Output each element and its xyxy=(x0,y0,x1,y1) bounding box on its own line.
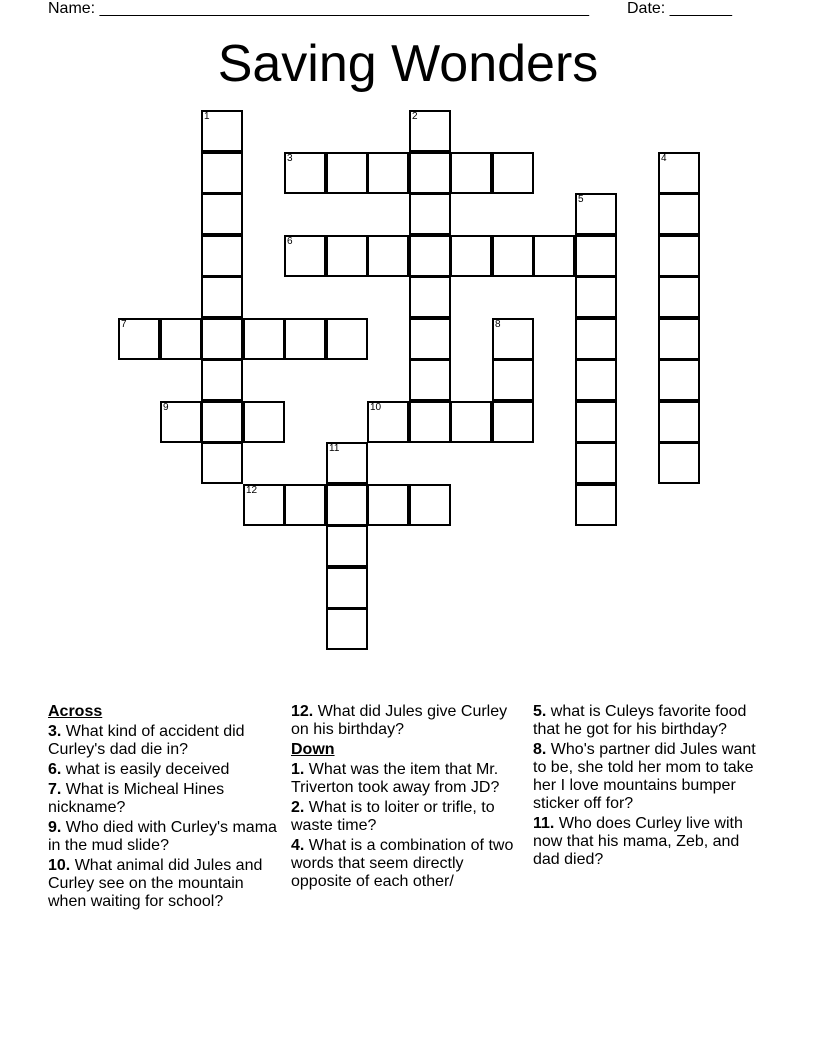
clue-number: 11. xyxy=(533,815,555,832)
clue-text: Who died with Curley's mama in the mud slide? xyxy=(48,819,277,854)
grid-cell[interactable] xyxy=(201,193,243,235)
clue-number: 10. xyxy=(48,857,71,874)
grid-cell[interactable] xyxy=(326,318,368,360)
grid-cell[interactable] xyxy=(492,152,534,194)
grid-cell[interactable] xyxy=(409,152,451,194)
clue-text: Who does Curley live with now that his mama, Zeb, and dad died? xyxy=(533,815,743,868)
clue-text: What is to loiter or trifle, to waste time? xyxy=(291,799,495,834)
grid-cell[interactable] xyxy=(450,235,492,277)
grid-cell[interactable] xyxy=(201,359,243,401)
clue-number: 7. xyxy=(48,781,62,798)
grid-cell[interactable] xyxy=(533,235,575,277)
grid-cell[interactable] xyxy=(201,235,243,277)
cell-number: 12 xyxy=(246,485,258,496)
grid-cell[interactable] xyxy=(409,318,451,360)
clue-text: What animal did Jules and Curley see on the mountain when waiting for school? xyxy=(48,857,263,910)
across-clue-7 xyxy=(48,781,278,817)
grid-cell[interactable] xyxy=(326,567,368,609)
grid-cell[interactable] xyxy=(367,484,409,526)
down-clue-4 xyxy=(291,837,521,891)
clue-number: 1. xyxy=(291,761,305,778)
clue-text: What did Jules give Curley on his birthday? xyxy=(291,703,508,738)
grid-cell[interactable] xyxy=(658,152,700,194)
grid-cell[interactable] xyxy=(284,318,326,360)
cell-number: 1 xyxy=(204,111,210,122)
cell-number: 4 xyxy=(661,153,667,164)
grid-cell[interactable] xyxy=(243,401,285,443)
grid-cell[interactable] xyxy=(284,152,326,194)
name-field: Name: _______________________________________________________ xyxy=(48,0,589,17)
grid-cell[interactable] xyxy=(284,484,326,526)
grid-cell[interactable] xyxy=(658,276,700,318)
cell-number: 2 xyxy=(412,111,418,122)
clue-number: 2. xyxy=(291,799,305,816)
grid-cell[interactable] xyxy=(326,484,368,526)
down-clue-2 xyxy=(291,799,521,835)
grid-cell[interactable] xyxy=(284,235,326,277)
clue-text: Who's partner did Jules want to be, she told her mom to take her I love mountains bumper sticker off for? xyxy=(533,741,756,812)
down-clue-8 xyxy=(533,741,763,813)
grid-cell[interactable] xyxy=(326,235,368,277)
cell-number: 11 xyxy=(329,443,340,454)
grid-cell[interactable] xyxy=(367,401,409,443)
grid-cell[interactable] xyxy=(575,401,617,443)
across-clue-10 xyxy=(48,857,278,911)
grid-cell[interactable] xyxy=(658,442,700,484)
grid-cell[interactable] xyxy=(450,401,492,443)
grid-cell[interactable] xyxy=(201,276,243,318)
grid-cell[interactable] xyxy=(492,401,534,443)
grid-cell[interactable] xyxy=(409,193,451,235)
grid-cell[interactable] xyxy=(409,276,451,318)
grid-cell[interactable] xyxy=(658,235,700,277)
down-clue-11 xyxy=(533,815,763,869)
date-field: Date: _______ xyxy=(627,0,732,17)
grid-cell[interactable] xyxy=(118,318,160,360)
clue-number: 3. xyxy=(48,723,62,740)
grid-cell[interactable] xyxy=(575,235,617,277)
across-clue-9 xyxy=(48,819,278,855)
grid-cell[interactable] xyxy=(243,318,285,360)
puzzle-title: Saving Wonders xyxy=(217,35,599,93)
grid-cell[interactable] xyxy=(575,193,617,235)
cell-number: 6 xyxy=(287,236,293,247)
clue-number: 5. xyxy=(533,703,547,720)
grid-cell[interactable] xyxy=(326,442,368,484)
across-clue-6 xyxy=(48,761,278,779)
grid-cell[interactable] xyxy=(658,318,700,360)
grid-cell[interactable] xyxy=(326,608,368,650)
down-clue-5 xyxy=(533,703,763,739)
cell-number: 3 xyxy=(287,153,293,164)
cell-number: 5 xyxy=(578,194,584,205)
grid-cell[interactable] xyxy=(409,484,451,526)
across-clue-3 xyxy=(48,723,278,759)
grid-cell[interactable] xyxy=(367,235,409,277)
clues-column-3 xyxy=(533,703,763,871)
clue-number: 8. xyxy=(533,741,547,758)
grid-cell[interactable] xyxy=(575,318,617,360)
grid-cell[interactable] xyxy=(492,235,534,277)
clue-text: What is Micheal Hines nickname? xyxy=(48,781,225,816)
grid-cell[interactable] xyxy=(326,152,368,194)
grid-cell[interactable] xyxy=(658,401,700,443)
grid-cell[interactable] xyxy=(409,235,451,277)
grid-cell[interactable] xyxy=(243,484,285,526)
cell-number: 8 xyxy=(495,319,501,330)
grid-cell[interactable] xyxy=(409,401,451,443)
grid-cell[interactable] xyxy=(575,276,617,318)
across-heading: Across xyxy=(48,703,103,720)
grid-cell[interactable] xyxy=(575,442,617,484)
down-heading: Down xyxy=(291,741,335,758)
cell-number: 10 xyxy=(370,402,382,413)
grid-cell[interactable] xyxy=(326,525,368,567)
grid-cell[interactable] xyxy=(201,152,243,194)
grid-cell[interactable] xyxy=(367,152,409,194)
clues-column-1 xyxy=(48,703,278,913)
grid-cell[interactable] xyxy=(201,318,243,360)
grid-cell[interactable] xyxy=(575,359,617,401)
grid-cell[interactable] xyxy=(160,318,202,360)
grid-cell[interactable] xyxy=(409,359,451,401)
clue-text: what is easily deceived xyxy=(65,761,230,778)
clue-text: what is Culeys favorite food that he got for his birthday? xyxy=(533,703,747,738)
grid-cell[interactable] xyxy=(492,359,534,401)
clue-number: 6. xyxy=(48,761,62,778)
clue-text: What kind of accident did Curley's dad die in? xyxy=(48,723,245,758)
grid-cell[interactable] xyxy=(492,318,534,360)
grid-cell[interactable] xyxy=(160,401,202,443)
grid-cell[interactable] xyxy=(450,152,492,194)
cell-number: 9 xyxy=(163,402,169,413)
clue-number: 12. xyxy=(291,703,314,720)
grid-cell[interactable] xyxy=(409,110,451,152)
grid-cell[interactable] xyxy=(658,359,700,401)
grid-cell[interactable] xyxy=(201,401,243,443)
clue-number: 9. xyxy=(48,819,62,836)
clues-column-2 xyxy=(291,703,521,893)
grid-cell[interactable] xyxy=(658,193,700,235)
across-clue-12 xyxy=(291,703,521,739)
clue-number: 4. xyxy=(291,837,305,854)
grid-cell[interactable] xyxy=(201,442,243,484)
grid-cell[interactable] xyxy=(201,110,243,152)
grid-cell[interactable] xyxy=(575,484,617,526)
clue-text: What is a combination of two words that seem directly opposite of each other/ xyxy=(291,837,514,890)
down-clue-1 xyxy=(291,761,521,797)
clue-text: What was the item that Mr. Triverton took away from JD? xyxy=(291,761,500,796)
cell-number: 7 xyxy=(121,319,127,330)
